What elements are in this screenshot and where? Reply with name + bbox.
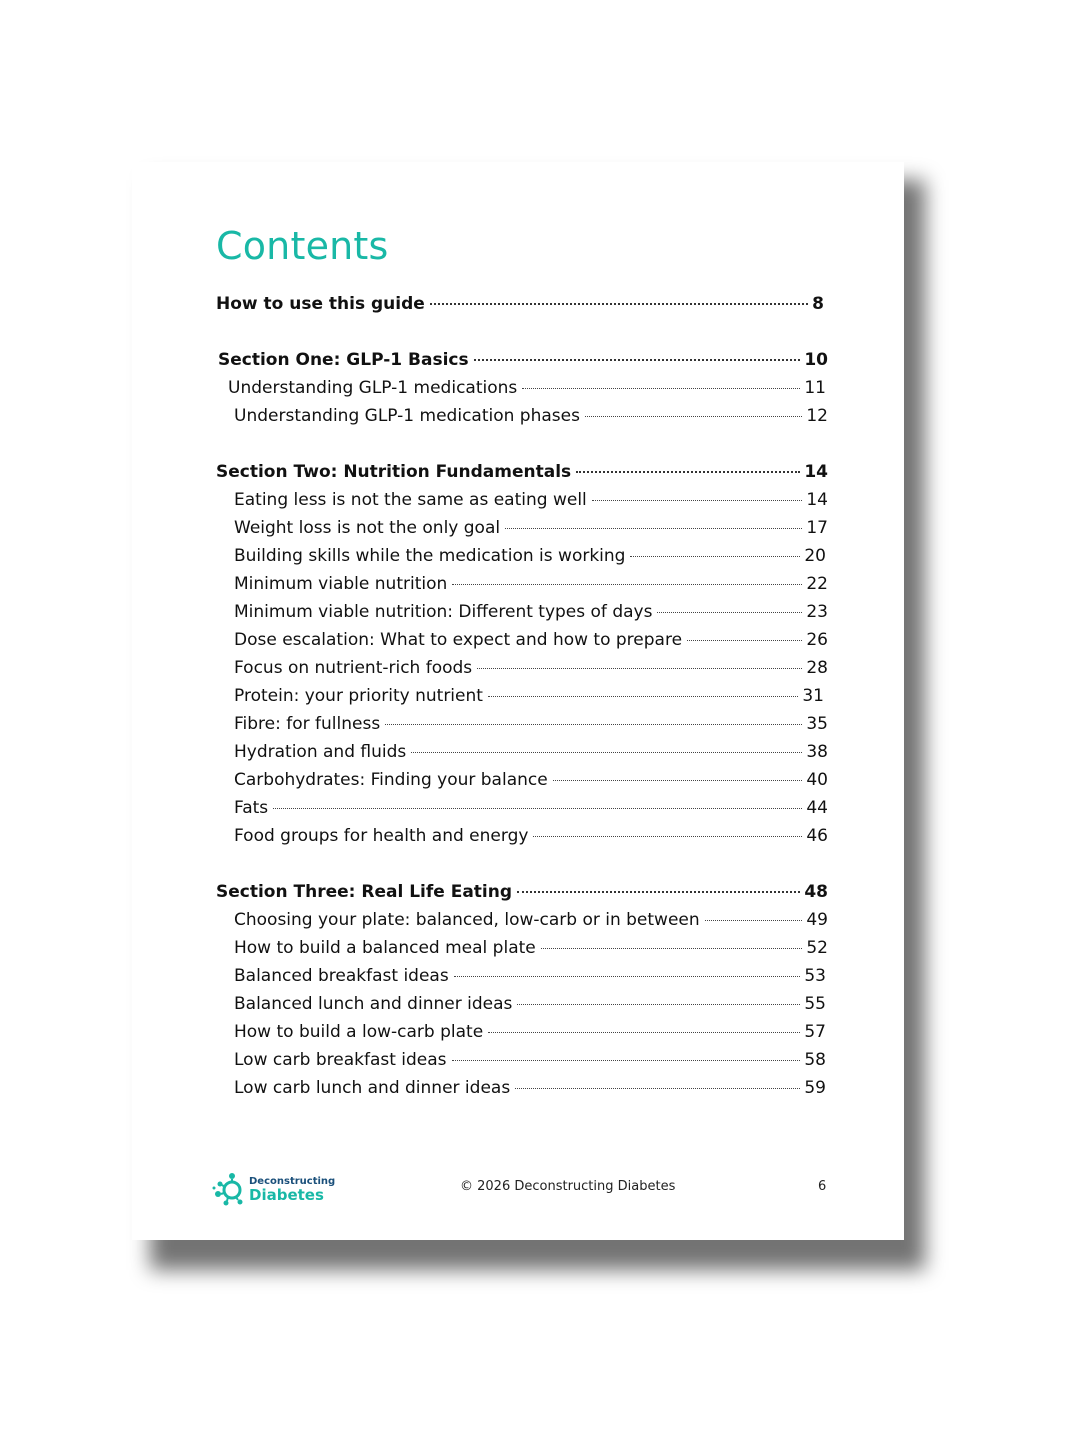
toc-page-number: 48	[804, 882, 828, 902]
toc-entry-row	[234, 546, 826, 574]
toc-dot-leader	[553, 780, 803, 781]
toc-label: Dose escalation: What to expect and how to prepare	[234, 630, 683, 650]
molecule-icon	[212, 1170, 248, 1210]
toc-entry-row	[234, 770, 828, 798]
toc-entry-row	[234, 994, 826, 1022]
toc-entry-row	[234, 1022, 826, 1050]
toc-dot-leader	[576, 471, 800, 473]
toc-dot-leader	[687, 640, 802, 641]
toc-entry-row	[234, 406, 828, 434]
toc-entry-row	[234, 602, 828, 630]
toc-dot-leader	[517, 891, 800, 893]
toc-dot-leader	[411, 752, 802, 753]
toc-entry-row	[228, 378, 826, 406]
toc-dot-leader	[585, 416, 802, 417]
toc-entry-row	[234, 1050, 826, 1078]
toc-dot-leader	[477, 668, 802, 669]
toc-page-number: 46	[806, 826, 828, 846]
toc-dot-leader	[505, 528, 802, 529]
toc-entry-row	[234, 714, 828, 742]
toc-dot-leader	[474, 359, 801, 361]
toc-page-number: 59	[804, 1078, 826, 1098]
toc-page-number: 14	[806, 490, 828, 510]
toc-entry-row	[234, 574, 828, 602]
toc-label: Fibre: for fullness	[234, 714, 381, 734]
toc-section-row	[216, 882, 828, 910]
toc-label: Low carb breakfast ideas	[234, 1050, 447, 1070]
toc-page-number: 17	[806, 518, 828, 538]
toc-label: Protein: your priority nutrient	[234, 686, 483, 706]
toc-entry-row	[234, 518, 828, 546]
toc-page-number: 53	[804, 966, 826, 986]
toc-page-number: 20	[804, 546, 826, 566]
toc-label: Balanced breakfast ideas	[234, 966, 449, 986]
toc-label: Weight loss is not the only goal	[234, 518, 501, 538]
toc-dot-leader	[657, 612, 802, 613]
toc-section-row	[218, 350, 828, 378]
toc-entry-row	[234, 1078, 826, 1106]
toc-page-number: 10	[804, 350, 828, 370]
toc-page-number: 11	[804, 378, 826, 398]
toc-label: How to use this guide	[216, 294, 425, 314]
toc-page-number: 12	[806, 406, 828, 426]
toc-section-row	[216, 294, 824, 322]
toc-label: Choosing your plate: balanced, low-carb or in between	[234, 910, 700, 930]
toc-dot-leader	[541, 948, 803, 949]
toc-page-number: 35	[806, 714, 828, 734]
toc-label: How to build a balanced meal plate	[234, 938, 536, 958]
toc-dot-leader	[430, 303, 808, 305]
toc-dot-leader	[452, 584, 802, 585]
toc-label: Minimum viable nutrition: Different types of days	[234, 602, 653, 622]
toc-entry-row	[234, 938, 828, 966]
toc-entry-row	[234, 686, 824, 714]
toc-dot-leader	[705, 920, 803, 921]
toc-dot-leader	[630, 556, 800, 557]
page-title: Contents	[216, 224, 389, 268]
toc-label: Section One: GLP-1 Basics	[218, 350, 469, 370]
toc-page-number: 40	[806, 770, 828, 790]
toc-page-number: 52	[806, 938, 828, 958]
logo-text-deconstructing: Deconstructing	[249, 1176, 336, 1187]
toc-dot-leader	[533, 836, 802, 837]
toc-label: Section Three: Real Life Eating	[216, 882, 513, 902]
logo-text-diabetes: Diabetes	[249, 1186, 324, 1204]
toc-section-row	[216, 462, 828, 490]
toc-dot-leader	[273, 808, 802, 809]
toc-dot-leader	[592, 500, 803, 501]
page-number: 6	[818, 1179, 827, 1194]
toc-page-number: 44	[806, 798, 828, 818]
toc-page-number: 55	[804, 994, 826, 1014]
toc-dot-leader	[454, 976, 801, 977]
toc-page-number: 23	[806, 602, 828, 622]
toc-entry-row	[234, 490, 828, 518]
toc-page-number: 14	[804, 462, 828, 482]
toc-entry-row	[234, 910, 828, 938]
toc-entry-row	[234, 742, 828, 770]
toc-dot-leader	[488, 1032, 800, 1033]
toc-page-number: 31	[802, 686, 824, 706]
toc-page-number: 49	[806, 910, 828, 930]
toc-label: Hydration and fluids	[234, 742, 407, 762]
toc-page-number: 28	[806, 658, 828, 678]
toc-label: Minimum viable nutrition	[234, 574, 448, 594]
toc-dot-leader	[385, 724, 802, 725]
toc-label: Balanced lunch and dinner ideas	[234, 994, 513, 1014]
toc-label: Fats	[234, 798, 269, 818]
toc-label: Eating less is not the same as eating well	[234, 490, 587, 510]
toc-page-number: 22	[806, 574, 828, 594]
toc-label: Understanding GLP-1 medications	[228, 378, 518, 398]
toc-entry-row	[234, 798, 828, 826]
toc-label: Low carb lunch and dinner ideas	[234, 1078, 511, 1098]
toc-dot-leader	[488, 696, 798, 697]
brand-logo	[212, 1170, 336, 1210]
toc-label: Understanding GLP-1 medication phases	[234, 406, 580, 426]
toc-dot-leader	[515, 1088, 800, 1089]
toc-entry-row	[234, 966, 826, 994]
toc-page-number: 26	[806, 630, 828, 650]
toc-entry-row	[234, 630, 828, 658]
toc-label: How to build a low-carb plate	[234, 1022, 484, 1042]
toc-page-number: 57	[804, 1022, 826, 1042]
toc-page-number: 38	[806, 742, 828, 762]
toc-label: Building skills while the medication is working	[234, 546, 626, 566]
copyright-text: © 2026 Deconstructing Diabetes	[460, 1179, 676, 1194]
toc-dot-leader	[517, 1004, 800, 1005]
toc-label: Focus on nutrient-rich foods	[234, 658, 473, 678]
toc-page-number: 8	[812, 294, 824, 314]
toc-label: Food groups for health and energy	[234, 826, 529, 846]
toc-page-number: 58	[804, 1050, 826, 1070]
toc-entry-row	[234, 826, 828, 854]
toc-label: Carbohydrates: Finding your balance	[234, 770, 548, 790]
toc-label: Section Two: Nutrition Fundamentals	[216, 462, 572, 482]
toc-dot-leader	[522, 388, 800, 389]
toc-dot-leader	[452, 1060, 801, 1061]
toc-entry-row	[234, 658, 828, 686]
